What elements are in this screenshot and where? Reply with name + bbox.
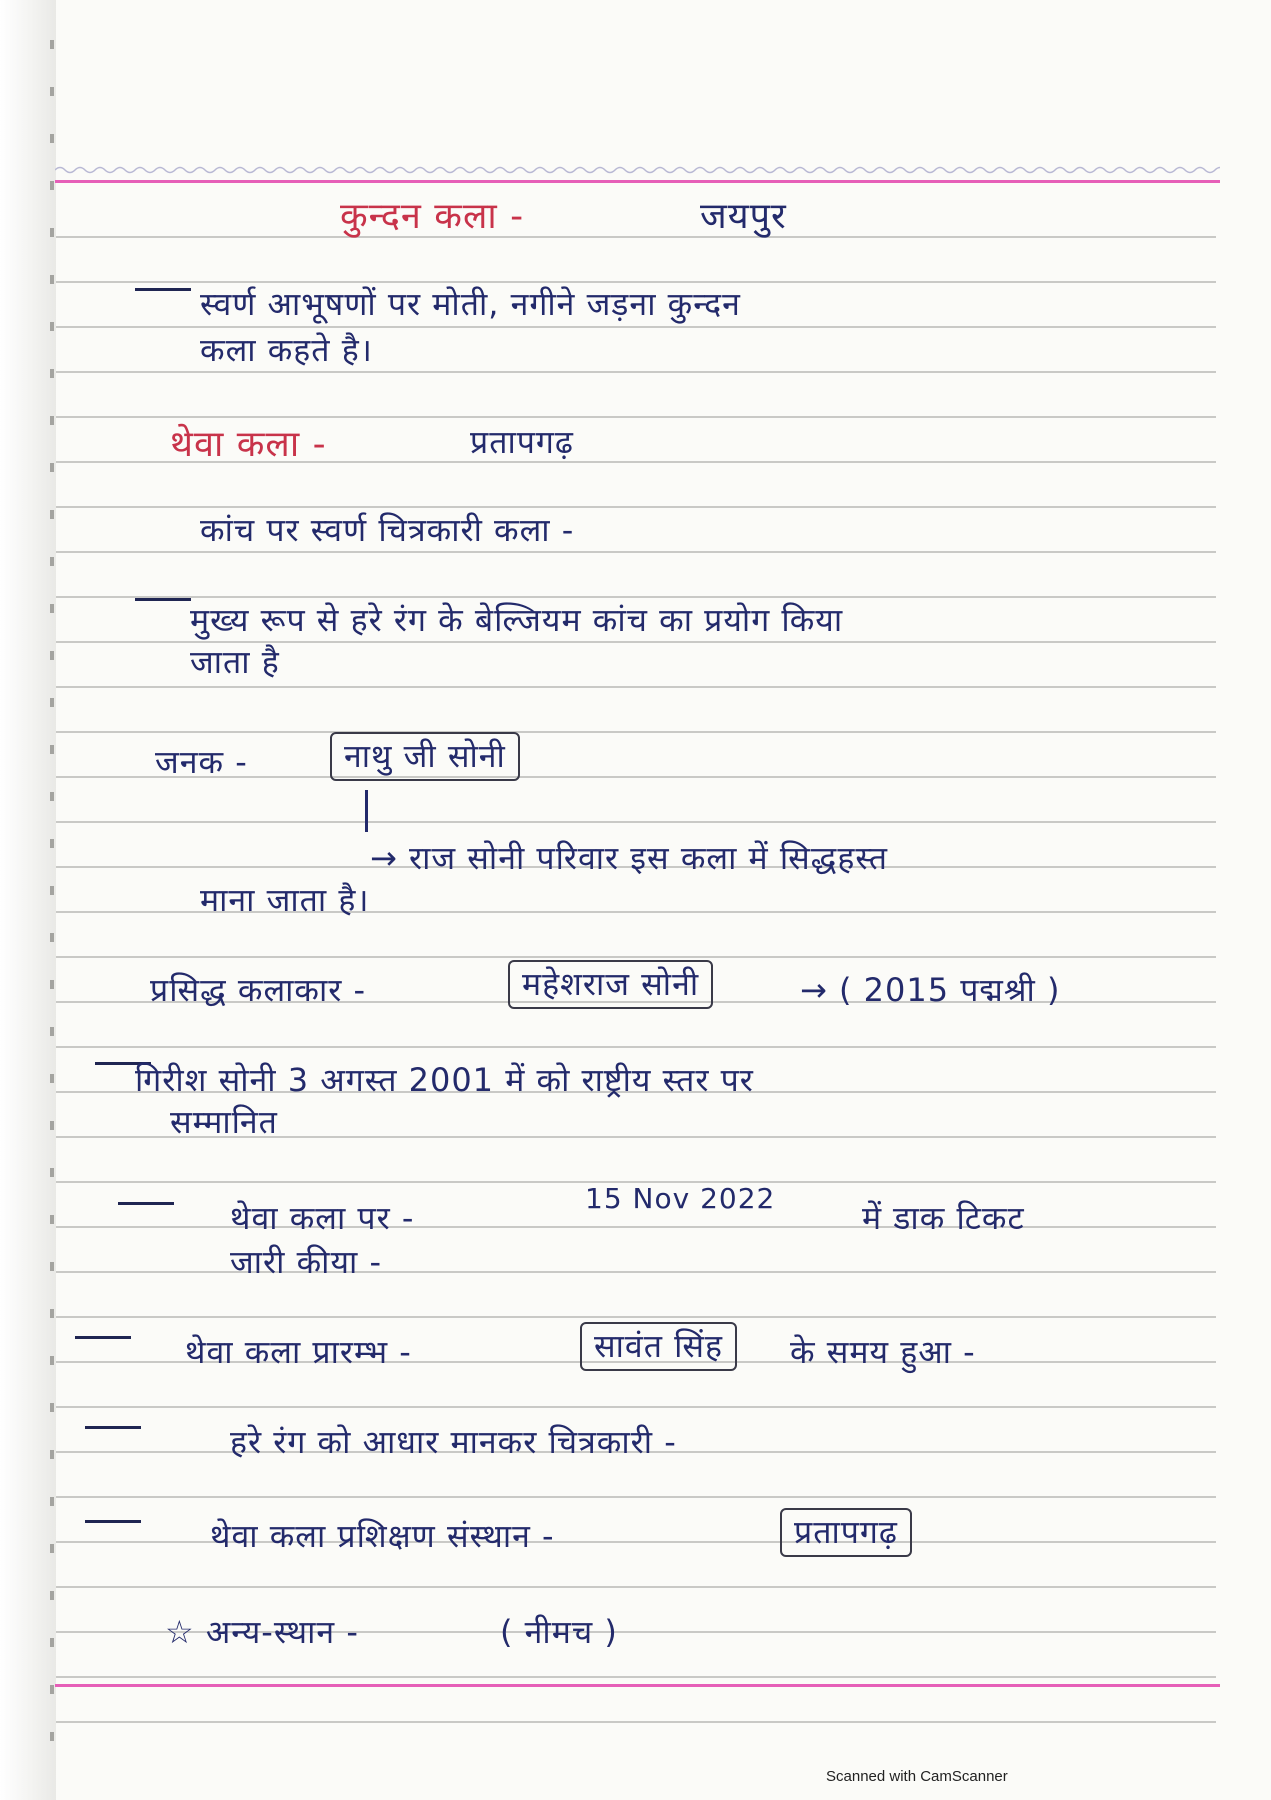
spine-mark — [50, 275, 54, 284]
spine-mark — [50, 1356, 54, 1365]
spine-mark — [50, 416, 54, 425]
bullet-dash — [135, 288, 191, 291]
origin-name: सावंत सिंह — [580, 1322, 737, 1371]
top-margin-wavy-line — [55, 163, 1220, 177]
spine-mark — [50, 886, 54, 895]
spine-mark — [50, 1168, 54, 1177]
bottom-margin-line — [55, 1684, 1220, 1687]
arrow-connector — [365, 790, 368, 832]
spine-mark — [50, 1309, 54, 1318]
ruled-line — [56, 731, 1216, 733]
stamp-line-2: जारी कीया - — [230, 1243, 383, 1281]
spine-mark — [50, 1215, 54, 1224]
spine-mark — [50, 698, 54, 707]
spine-mark — [50, 322, 54, 331]
green-base-line: हरे रंग को आधार मानकर चित्रकारी - — [230, 1423, 677, 1461]
ruled-line — [56, 1586, 1216, 1588]
origin-label: थेवा कला प्रारम्भ - — [185, 1333, 412, 1371]
spine-mark — [50, 181, 54, 190]
page-spine — [0, 0, 56, 1800]
spine-mark — [50, 1121, 54, 1130]
green-glass-line-1: मुख्य रूप से हरे रंग के बेल्जियम कांच का प्रयोग किया — [190, 601, 844, 639]
title-place: जयपुर — [700, 196, 787, 237]
title-topic: कुन्दन कला - — [340, 196, 525, 237]
spine-mark — [50, 87, 54, 96]
ruled-line — [56, 956, 1216, 958]
ruled-line — [56, 1496, 1216, 1498]
artist-name: महेशराज सोनी — [508, 960, 713, 1009]
stamp-date: 15 Nov 2022 — [585, 1182, 776, 1215]
bullet-dash — [118, 1202, 174, 1205]
spine-mark — [50, 933, 54, 942]
raj-soni-line-1: → राज सोनी परिवार इस कला में सिद्धहस्त — [370, 839, 889, 877]
bullet-dash — [85, 1520, 141, 1523]
ruled-line — [56, 821, 1216, 823]
spine-mark — [50, 1262, 54, 1271]
theva-heading-place: प्रतापगढ़ — [470, 423, 574, 461]
institute-place: प्रतापगढ़ — [780, 1508, 912, 1557]
ruled-line — [56, 1406, 1216, 1408]
theva-heading-topic: थेवा कला - — [170, 424, 327, 465]
spine-mark — [50, 228, 54, 237]
other-place: ( नीमच ) — [500, 1613, 618, 1651]
girish-line-2: सम्मानित — [170, 1103, 278, 1141]
stamp-line-1: थेवा कला पर - — [230, 1199, 415, 1237]
spine-mark — [50, 839, 54, 848]
spine-mark — [50, 1027, 54, 1036]
spine-mark — [50, 40, 54, 49]
spine-mark — [50, 369, 54, 378]
spine-mark — [50, 651, 54, 660]
bullet-dash — [75, 1336, 131, 1339]
artist-award: → ( 2015 पद्मश्री ) — [800, 971, 1061, 1009]
ruled-line — [56, 1676, 1216, 1678]
spine-mark — [50, 1591, 54, 1600]
green-glass-line-2: जाता है — [190, 643, 280, 681]
origin-line-tail: के समय हुआ - — [790, 1333, 976, 1371]
spine-mark — [50, 1544, 54, 1553]
artist-label: प्रसिद्ध कलाकार - — [150, 971, 367, 1009]
spine-mark — [50, 1074, 54, 1083]
ruled-line — [56, 371, 1216, 373]
spine-mark — [50, 1497, 54, 1506]
spine-mark — [50, 745, 54, 754]
ruled-line — [56, 551, 1216, 553]
spine-mark — [50, 1638, 54, 1647]
stamp-line-tail: में डाक टिकट — [862, 1199, 1025, 1237]
spine-mark — [50, 463, 54, 472]
theva-definition: कांच पर स्वर्ण चित्रकारी कला - — [200, 511, 575, 549]
other-place-label: ☆ अन्य-स्थान - — [165, 1613, 359, 1651]
spine-mark — [50, 510, 54, 519]
spine-mark — [50, 980, 54, 989]
spine-mark — [50, 1450, 54, 1459]
spine-mark — [50, 1403, 54, 1412]
founder-name: नाथु जी सोनी — [330, 732, 520, 781]
raj-soni-line-2: माना जाता है। — [200, 881, 370, 919]
top-margin-line — [55, 180, 1220, 183]
bullet-dash — [135, 598, 191, 601]
ruled-line — [56, 236, 1216, 238]
spine-mark — [50, 792, 54, 801]
spine-mark — [50, 1732, 54, 1741]
kundan-definition-line-2: कला कहते है। — [200, 331, 373, 369]
spine-mark — [50, 557, 54, 566]
institute-label: थेवा कला प्रशिक्षण संस्थान - — [210, 1517, 555, 1555]
spine-mark — [50, 604, 54, 613]
bullet-dash — [85, 1426, 141, 1429]
ruled-line — [56, 1046, 1216, 1048]
spine-mark — [50, 1685, 54, 1694]
ruled-line — [56, 1721, 1216, 1723]
ruled-line — [56, 1316, 1216, 1318]
girish-line-1: गिरीश सोनी 3 अगस्त 2001 में को राष्ट्रीय स्तर पर — [135, 1061, 754, 1099]
kundan-definition-line-1: स्वर्ण आभूषणों पर मोती, नगीने जड़ना कुन्दन — [200, 285, 741, 323]
spine-mark — [50, 134, 54, 143]
scanner-watermark: Scanned with CamScanner — [826, 1768, 1008, 1785]
founder-label: जनक - — [155, 743, 248, 781]
ruled-line — [56, 686, 1216, 688]
